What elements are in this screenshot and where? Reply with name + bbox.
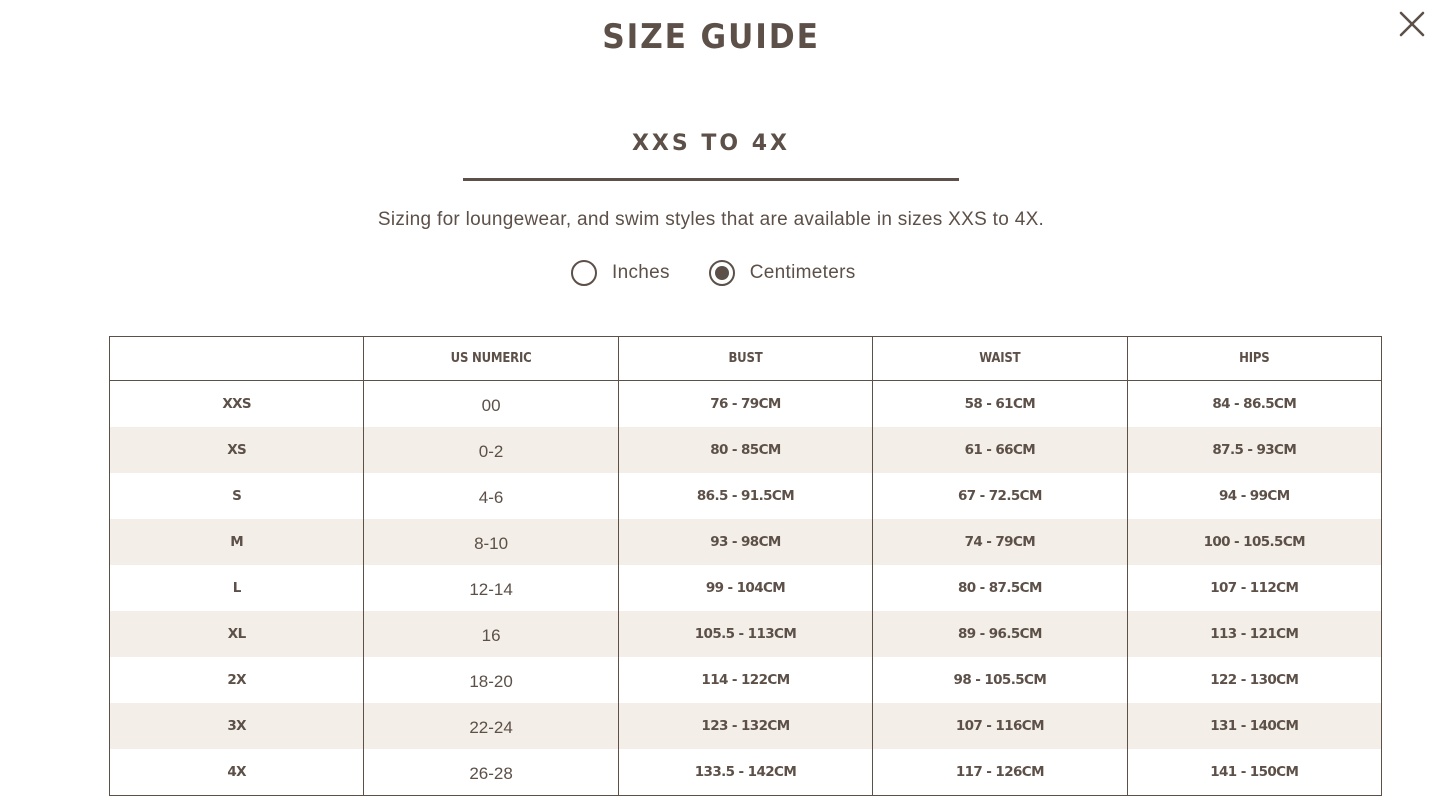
size-cell: L <box>110 565 364 611</box>
waist-cell: 61 - 66CM <box>873 427 1127 473</box>
header-size <box>110 337 364 381</box>
bust-cell: 76 - 79CM <box>618 381 872 428</box>
unit-option-inches[interactable] <box>571 260 670 286</box>
bust-cell: 105.5 - 113CM <box>618 611 872 657</box>
header-waist: WAIST <box>873 337 1127 381</box>
inches-label: Inches <box>612 262 670 283</box>
table-row <box>110 381 1382 428</box>
waist-cell: 107 - 116CM <box>873 703 1127 749</box>
bust-cell: 86.5 - 91.5CM <box>618 473 872 519</box>
table-row <box>110 519 1382 565</box>
size-cell: XS <box>110 427 364 473</box>
tab-label: XXS TO 4X <box>631 131 791 156</box>
table-row <box>110 427 1382 473</box>
hips-cell: 94 - 99CM <box>1127 473 1381 519</box>
size-cell: 4X <box>110 749 364 796</box>
tab-xxs-to-4x[interactable] <box>463 122 959 181</box>
waist-cell: 98 - 105.5CM <box>873 657 1127 703</box>
us-numeric-cell: 12-14 <box>364 565 618 611</box>
unit-toggle <box>571 257 856 289</box>
close-button[interactable] <box>1396 8 1428 40</box>
waist-cell: 117 - 126CM <box>873 749 1127 796</box>
centimeters-label: Centimeters <box>749 262 856 283</box>
waist-cell: 89 - 96.5CM <box>873 611 1127 657</box>
bust-cell: 93 - 98CM <box>618 519 872 565</box>
waist-cell: 58 - 61CM <box>873 381 1127 428</box>
size-cell: 3X <box>110 703 364 749</box>
table-row <box>110 565 1382 611</box>
us-numeric-cell: 18-20 <box>364 657 618 703</box>
us-numeric-cell: 4-6 <box>364 473 618 519</box>
header-hips: HIPS <box>1127 337 1381 381</box>
table-header-row <box>110 337 1382 381</box>
centimeters-radio[interactable] <box>709 260 735 286</box>
table-row <box>110 657 1382 703</box>
close-icon <box>1396 8 1428 40</box>
hips-cell: 107 - 112CM <box>1127 565 1381 611</box>
us-numeric-cell: 8-10 <box>364 519 618 565</box>
bust-cell: 99 - 104CM <box>618 565 872 611</box>
us-numeric-cell: 00 <box>364 381 618 428</box>
bust-cell: 80 - 85CM <box>618 427 872 473</box>
table-row <box>110 703 1382 749</box>
size-cell: XXS <box>110 381 364 428</box>
bust-cell: 114 - 122CM <box>618 657 872 703</box>
table-row <box>110 473 1382 519</box>
waist-cell: 67 - 72.5CM <box>873 473 1127 519</box>
hips-cell: 122 - 130CM <box>1127 657 1381 703</box>
size-cell: S <box>110 473 364 519</box>
header-us-numeric: US NUMERIC <box>364 337 618 381</box>
us-numeric-cell: 0-2 <box>364 427 618 473</box>
us-numeric-cell: 26-28 <box>364 749 618 796</box>
hips-cell: 100 - 105.5CM <box>1127 519 1381 565</box>
size-table <box>109 336 1382 796</box>
bust-cell: 123 - 132CM <box>618 703 872 749</box>
waist-cell: 80 - 87.5CM <box>873 565 1127 611</box>
description-text: Sizing for loungewear, and swim styles that are available in sizes XXS to 4X. <box>377 209 1045 230</box>
bust-cell: 133.5 - 142CM <box>618 749 872 796</box>
unit-option-centimeters[interactable] <box>709 260 856 286</box>
table-row <box>110 611 1382 657</box>
hips-cell: 141 - 150CM <box>1127 749 1381 796</box>
size-cell: M <box>110 519 364 565</box>
header-bust: BUST <box>618 337 872 381</box>
hips-cell: 87.5 - 93CM <box>1127 427 1381 473</box>
table-row <box>110 749 1382 796</box>
hips-cell: 131 - 140CM <box>1127 703 1381 749</box>
inches-radio[interactable] <box>571 260 597 286</box>
size-cell: XL <box>110 611 364 657</box>
page-title: SIZE GUIDE <box>602 17 820 57</box>
us-numeric-cell: 22-24 <box>364 703 618 749</box>
hips-cell: 113 - 121CM <box>1127 611 1381 657</box>
us-numeric-cell: 16 <box>364 611 618 657</box>
waist-cell: 74 - 79CM <box>873 519 1127 565</box>
size-cell: 2X <box>110 657 364 703</box>
hips-cell: 84 - 86.5CM <box>1127 381 1381 428</box>
